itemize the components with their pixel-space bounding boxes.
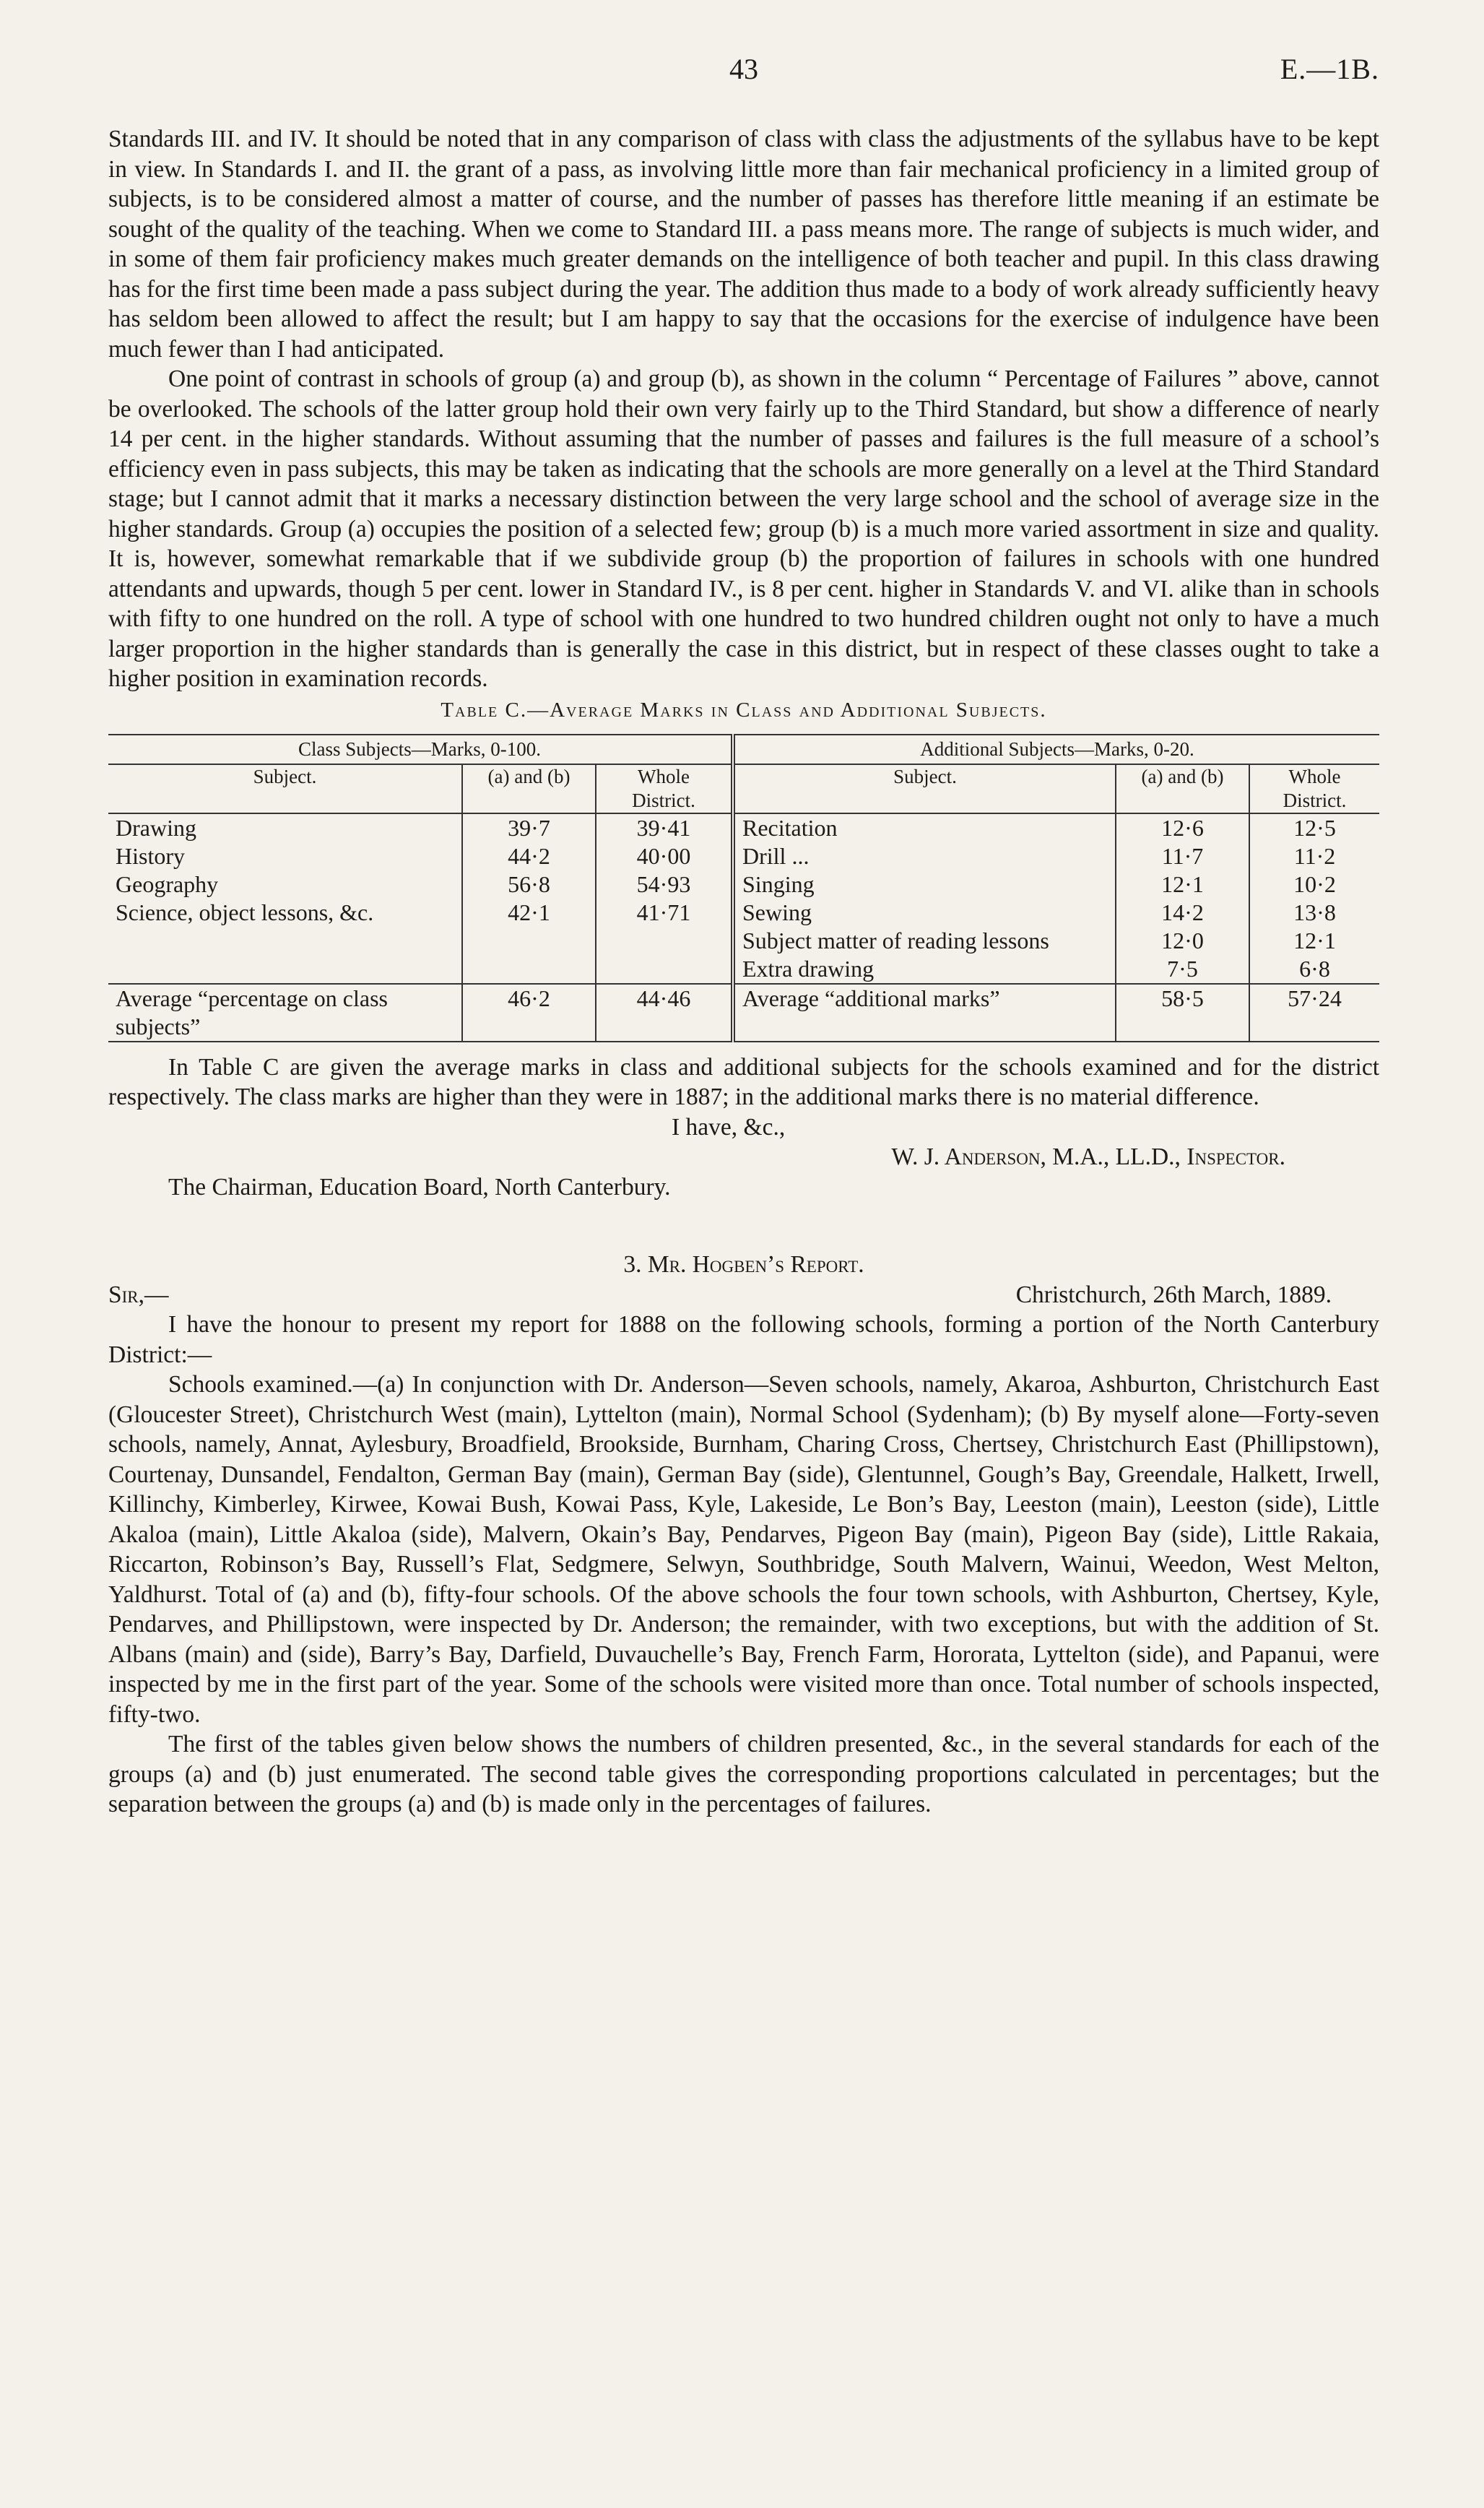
average-label-right: Average “additional marks”: [733, 984, 1116, 1042]
row-value-ab: 12·0: [1116, 927, 1249, 955]
table-c: [108, 734, 1379, 1042]
row-value-ab: 11·7: [1116, 842, 1249, 870]
col-header-ab: (a) and (b): [1116, 764, 1249, 813]
row-subject-right: Sewing: [733, 899, 1116, 927]
row-subject-left: History: [116, 842, 185, 869]
row-value-whole: [596, 955, 733, 984]
row-subject-right: Subject matter of reading lessons: [733, 927, 1116, 955]
addressee: The Chairman, Education Board, North Canterbury.: [168, 1173, 671, 1201]
page-header: [108, 52, 1379, 95]
col-header-ab: (a) and (b): [462, 764, 596, 813]
paragraph-table-c: In Table C are given the average marks in class and additional subjects for the schools examined and for the district respectively. The class marks are higher than they were in 1887; in the additional marks there is no material difference.: [108, 1053, 1379, 1110]
paragraph-contrast: One point of contrast in schools of group (a) and group (b), as shown in the column “ Percentage of Failures ” above, cannot be overlooked. The schools of the latter group hold their own very fairly up to the Third Standard, but show a difference of nearly 14 per cent. in the higher standards. Without assuming that the number of passes and failures is the full measure of a school’s efficiency even in pass subjects, this may be taken as indicating that the schools are more generally on a level at the Third Standard stage; but I cannot admit that it marks a necessary distinction between the very large school and the school of average size in the higher standards. Group (a) occupies the position of a selected few; group (b) is a much more varied assortment in size and quality. It is, however, somewhat remarkable that if we subdivide group (b) the proportion of failures in schools with one hundred attendants and upwards, though 5 per cent. lower in Standard IV., is 8 per cent. higher in Standards V. and VI. alike than in schools with fifty to one hundred on the roll. A type of school with one hundred to two hundred children ought not only to have a much larger proportion in the higher standards than is generally the case in this district, but in respect of these classes ought to take a higher position in examination records.: [108, 366, 1379, 692]
row-value-whole: 13·8: [1249, 899, 1379, 927]
row-value-ab: 44·2: [462, 842, 596, 870]
closing-line: I have, &c.,: [672, 1113, 786, 1141]
salutation: Sir,—: [108, 1281, 169, 1308]
col-header-subject: Subject.: [108, 764, 462, 813]
average-value-whole: 44·46: [596, 984, 733, 1042]
document-reference: E.—1B.: [1280, 53, 1379, 85]
col-header-whole: Whole District.: [1249, 764, 1379, 813]
table-row: [108, 842, 1379, 870]
row-value-ab: 42·1: [462, 899, 596, 927]
row-value-ab: [462, 927, 596, 955]
paragraph-standards: Standards III. and IV. It should be noted that in any comparison of class with class the adjustments of the syllabus have to be kept in view. In Standards I. and II. the grant of a pass, as involving little more than fair mechanical proficiency in a limited group of subjects, is to be considered almost a matter of course, and the number of passes has therefore little meaning if an estimate be sought of the quality of the teaching. When we come to Standard III. a pass means more. The range of subjects is much wider, and in some of them fair proficiency makes much greater demands on the intelligence of both teacher and pupil. In this class drawing has for the first time been made a pass subject during the year. The addition thus made to a body of work already sufficiently heavy has seldom been allowed to affect the result; but I am happy to say that the occasions for the exercise of indulgence have been much fewer than I had anticipated.: [108, 126, 1379, 363]
row-value-whole: 41·71: [596, 899, 733, 927]
table-row: [108, 899, 1379, 927]
table-row: [108, 813, 1379, 842]
table-row: [108, 870, 1379, 899]
row-subject-left: [108, 955, 462, 984]
row-subject-right: Recitation: [733, 813, 1116, 842]
row-value-whole: 54·93: [596, 870, 733, 899]
row-subject-left: [108, 927, 462, 955]
signature: W. J. Anderson, M.A., LL.D., Inspector.: [891, 1143, 1285, 1170]
row-value-whole: 12·5: [1249, 813, 1379, 842]
body-top: [108, 124, 1379, 1820]
row-value-ab: 7·5: [1116, 955, 1249, 984]
col-header-whole: Whole District.: [596, 764, 733, 813]
row-subject-right: Singing: [733, 870, 1116, 899]
average-value-ab: 46·2: [462, 984, 596, 1042]
average-value-whole: 57·24: [1249, 984, 1379, 1042]
row-value-ab: 39·7: [462, 813, 596, 842]
table-c-caption: Table C.—Average Marks in Class and Additional Subjects.: [441, 698, 1047, 722]
report-title: 3. Mr. Hogben’s Report.: [623, 1251, 864, 1278]
row-value-whole: 10·2: [1249, 870, 1379, 899]
table-row: [108, 955, 1379, 984]
row-value-whole: [596, 927, 733, 955]
row-value-ab: [462, 955, 596, 984]
table-group-additional: Additional Subjects—Marks, 0-20.: [733, 735, 1379, 764]
average-value-ab: 58·5: [1116, 984, 1249, 1042]
col-header-subject: Subject.: [733, 764, 1116, 813]
row-value-whole: 6·8: [1249, 955, 1379, 984]
average-label-left: Average “percentage on class subjects”: [108, 984, 462, 1042]
row-value-whole: 39·41: [596, 813, 733, 842]
row-value-ab: 56·8: [462, 870, 596, 899]
row-value-whole: 12·1: [1249, 927, 1379, 955]
table-group-class: Class Subjects—Marks, 0-100.: [108, 735, 733, 764]
row-value-whole: 40·00: [596, 842, 733, 870]
place-date: Christchurch, 26th March, 1889.: [1015, 1281, 1332, 1308]
row-value-ab: 12·1: [1116, 870, 1249, 899]
row-value-ab: 12·6: [1116, 813, 1249, 842]
row-subject-right: Drill ...: [733, 842, 1116, 870]
row-subject-left: Geography: [116, 870, 219, 897]
paragraph-tables: The first of the tables given below shows the numbers of children presented, &c., in the several standards for each of the groups (a) and (b) just enumerated. The second table gives the corresponding proportions calculated in percentages; but the separation between the groups (a) and (b) is made only in the percentages of failures.: [108, 1731, 1379, 1817]
table-row: [108, 927, 1379, 955]
paragraph-schools-examined: Schools examined.—(a) In conjunction with Dr. Anderson—Seven schools, namely, Akaroa, Ashburton, Christchurch East (Gloucester Street), Christchurch West (main), Lyttelton (main), Normal School (Sydenham); (b) By myself alone—Forty-seven schools, namely, Annat, Aylesbury, Broadfield, Brookside, Burnham, Charing Cross, Chertsey, Christchurch East (Phillipstown), Courtenay, Dunsandel, Fendalton, German Bay (main), German Bay (side), Glentunnel, Gough’s Bay, Greendale, Halkett, Irwell, Killinchy, Kimberley, Kirwee, Kowai Bush, Kowai Pass, Kyle, Lakeside, Le Bon’s Bay, Leeston (main), Leeston (side), Little Akaloa (main), Little Akaloa (side), Malvern, Okain’s Bay, Pendarves, Pigeon Bay (main), Pigeon Bay (side), Little Rakaia, Riccarton, Robinson’s Bay, Russell’s Flat, Sedgmere, Selwyn, Southbridge, South Malvern, Wainui, Weedon, West Melton, Yaldhurst. Total of (a) and (b), fifty-four schools. Of the above schools the four town schools, with Ashburton, Chertsey, Kyle, Pendarves, and Phillipstown, were inspected by Dr. Anderson; the remainder, with two exceptions, but with the addition of St. Albans (main) and (side), Barry’s Bay, Darfield, Duvauchelle’s Bay, French Farm, Hororata, Lyttelton (side), and Papanui, were inspected by me in the first part of the year. Some of the schools were visited more than once. Total number of schools inspected, fifty-two.: [108, 1371, 1379, 1728]
row-value-whole: 11·2: [1249, 842, 1379, 870]
row-subject-left: Drawing: [116, 814, 196, 841]
row-subject-right: Extra drawing: [733, 955, 1116, 984]
page-number: 43: [729, 53, 758, 85]
table-average-row: [108, 984, 1379, 1042]
row-subject-left: Science, object lessons, &c.: [116, 899, 374, 925]
row-value-ab: 14·2: [1116, 899, 1249, 927]
salutation-line: [108, 1280, 1379, 1310]
paragraph-intro: I have the honour to present my report for 1888 on the following schools, forming a portion of the North Canterbury District:—: [108, 1311, 1379, 1368]
